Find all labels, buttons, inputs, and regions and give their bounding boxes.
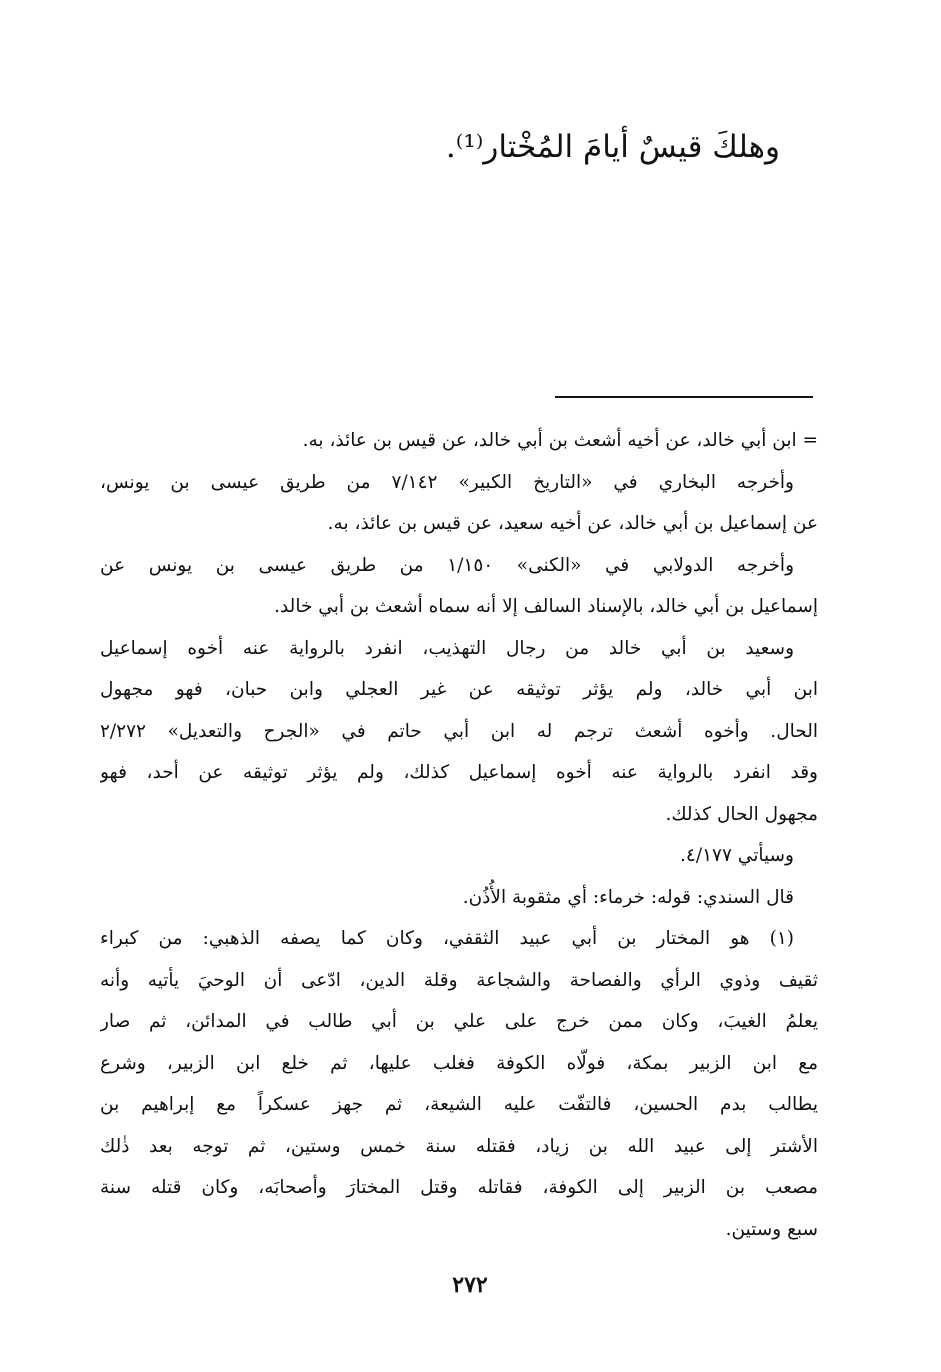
footnote-line: الحال. وأخوه أشعث ترجم له ابن أبي حاتم في «الجرح والتعديل» ٢/٢٧٢ [100,720,818,742]
footnote-line: قال السندي: قوله: خرماء: أي مثقوبة الأُذُن. [462,886,794,908]
footnote-line: مجهول الحال كذلك. [665,803,818,825]
footnote-line: مع ابن الزبير بمكة، فولّاه الكوفة فغلب عليها، ثم خلع ابن الزبير، وشرع [100,1052,818,1074]
footnote-line: يعلمُ الغيبَ، وكان ممن خرج على علي بن أبي طالب في المدائن، ثم صار [100,1011,818,1032]
footnote-line: إسماعيل بن أبي خالد، بالإسناد السالف إلا أنه سماه أشعث بن أبي خالد. [274,596,818,617]
footnote-line: ابن أبي خالد، ولم يؤثر توثيقه عن غير العجلي وابن حبان، فهو مجهول [100,679,818,700]
footnote-line: (١) هو المختار بن أبي عبيد الثقفي، وكان كما يصفه الذهبي: من كبراء [100,928,794,949]
footnote-line: ثقيف وذوي الرأي والفصاحة والشجاعة وقلة الدين، ادّعى أن الوحيَ يأتيه وأنه [100,969,818,991]
footnote-line: وسيأتي ٤/١٧٧. [680,845,794,866]
footnote-line: مصعب بن الزبير إلى الكوفة، فقاتله وقتل المختارَ وأصحابَه، وكان قتله سنة [100,1177,818,1198]
footnote-separator [555,396,813,398]
footnote-line: وسعيد بن أبي خالد من رجال التهذيب، انفرد بالرواية عنه أخوه إسماعيل [100,637,794,659]
footnote-line: عن إسماعيل بن أبي خالد، عن أخيه سعيد، عن قيس بن عائذ، به. [327,513,818,534]
footnote-line: الأشتر إلى عبيد الله بن زياد، فقتله سنة خمس وستين، ثم توجه بعد ذٰلك [100,1135,818,1157]
footnote-line: = ابن أبي خالد، عن أخيه أشعث بن أبي خالد، عن قيس بن عائذ، به. [302,430,818,451]
footnote-line: يطالب بدم الحسين، فالتفّت عليه الشيعة، ثم جهز عسكراً مع إبراهيم بن [100,1094,818,1115]
page-number: ٢٧٢ [452,1272,488,1298]
footnotes [100,420,818,1250]
footnote-line: وأخرجه الدولابي في «الكنى» ١/١٥٠ من طريق عيسى بن يونس عن [100,554,795,576]
footnote-line: سبع وستين. [725,1218,818,1240]
footnote-line: وأخرجه البخاري في «التاريخ الكبير» ٧/١٤٢ من طريق عيسى بن يونس، [100,471,794,493]
footnote-line: وقد انفرد بالرواية عنه أخوه إسماعيل كذلك، ولم يؤثر توثيقه عن أحد، فهو [100,762,818,783]
main-text: وهلكَ قيسٌ أيامَ المُخْتار⁽¹⁾. [445,129,780,165]
